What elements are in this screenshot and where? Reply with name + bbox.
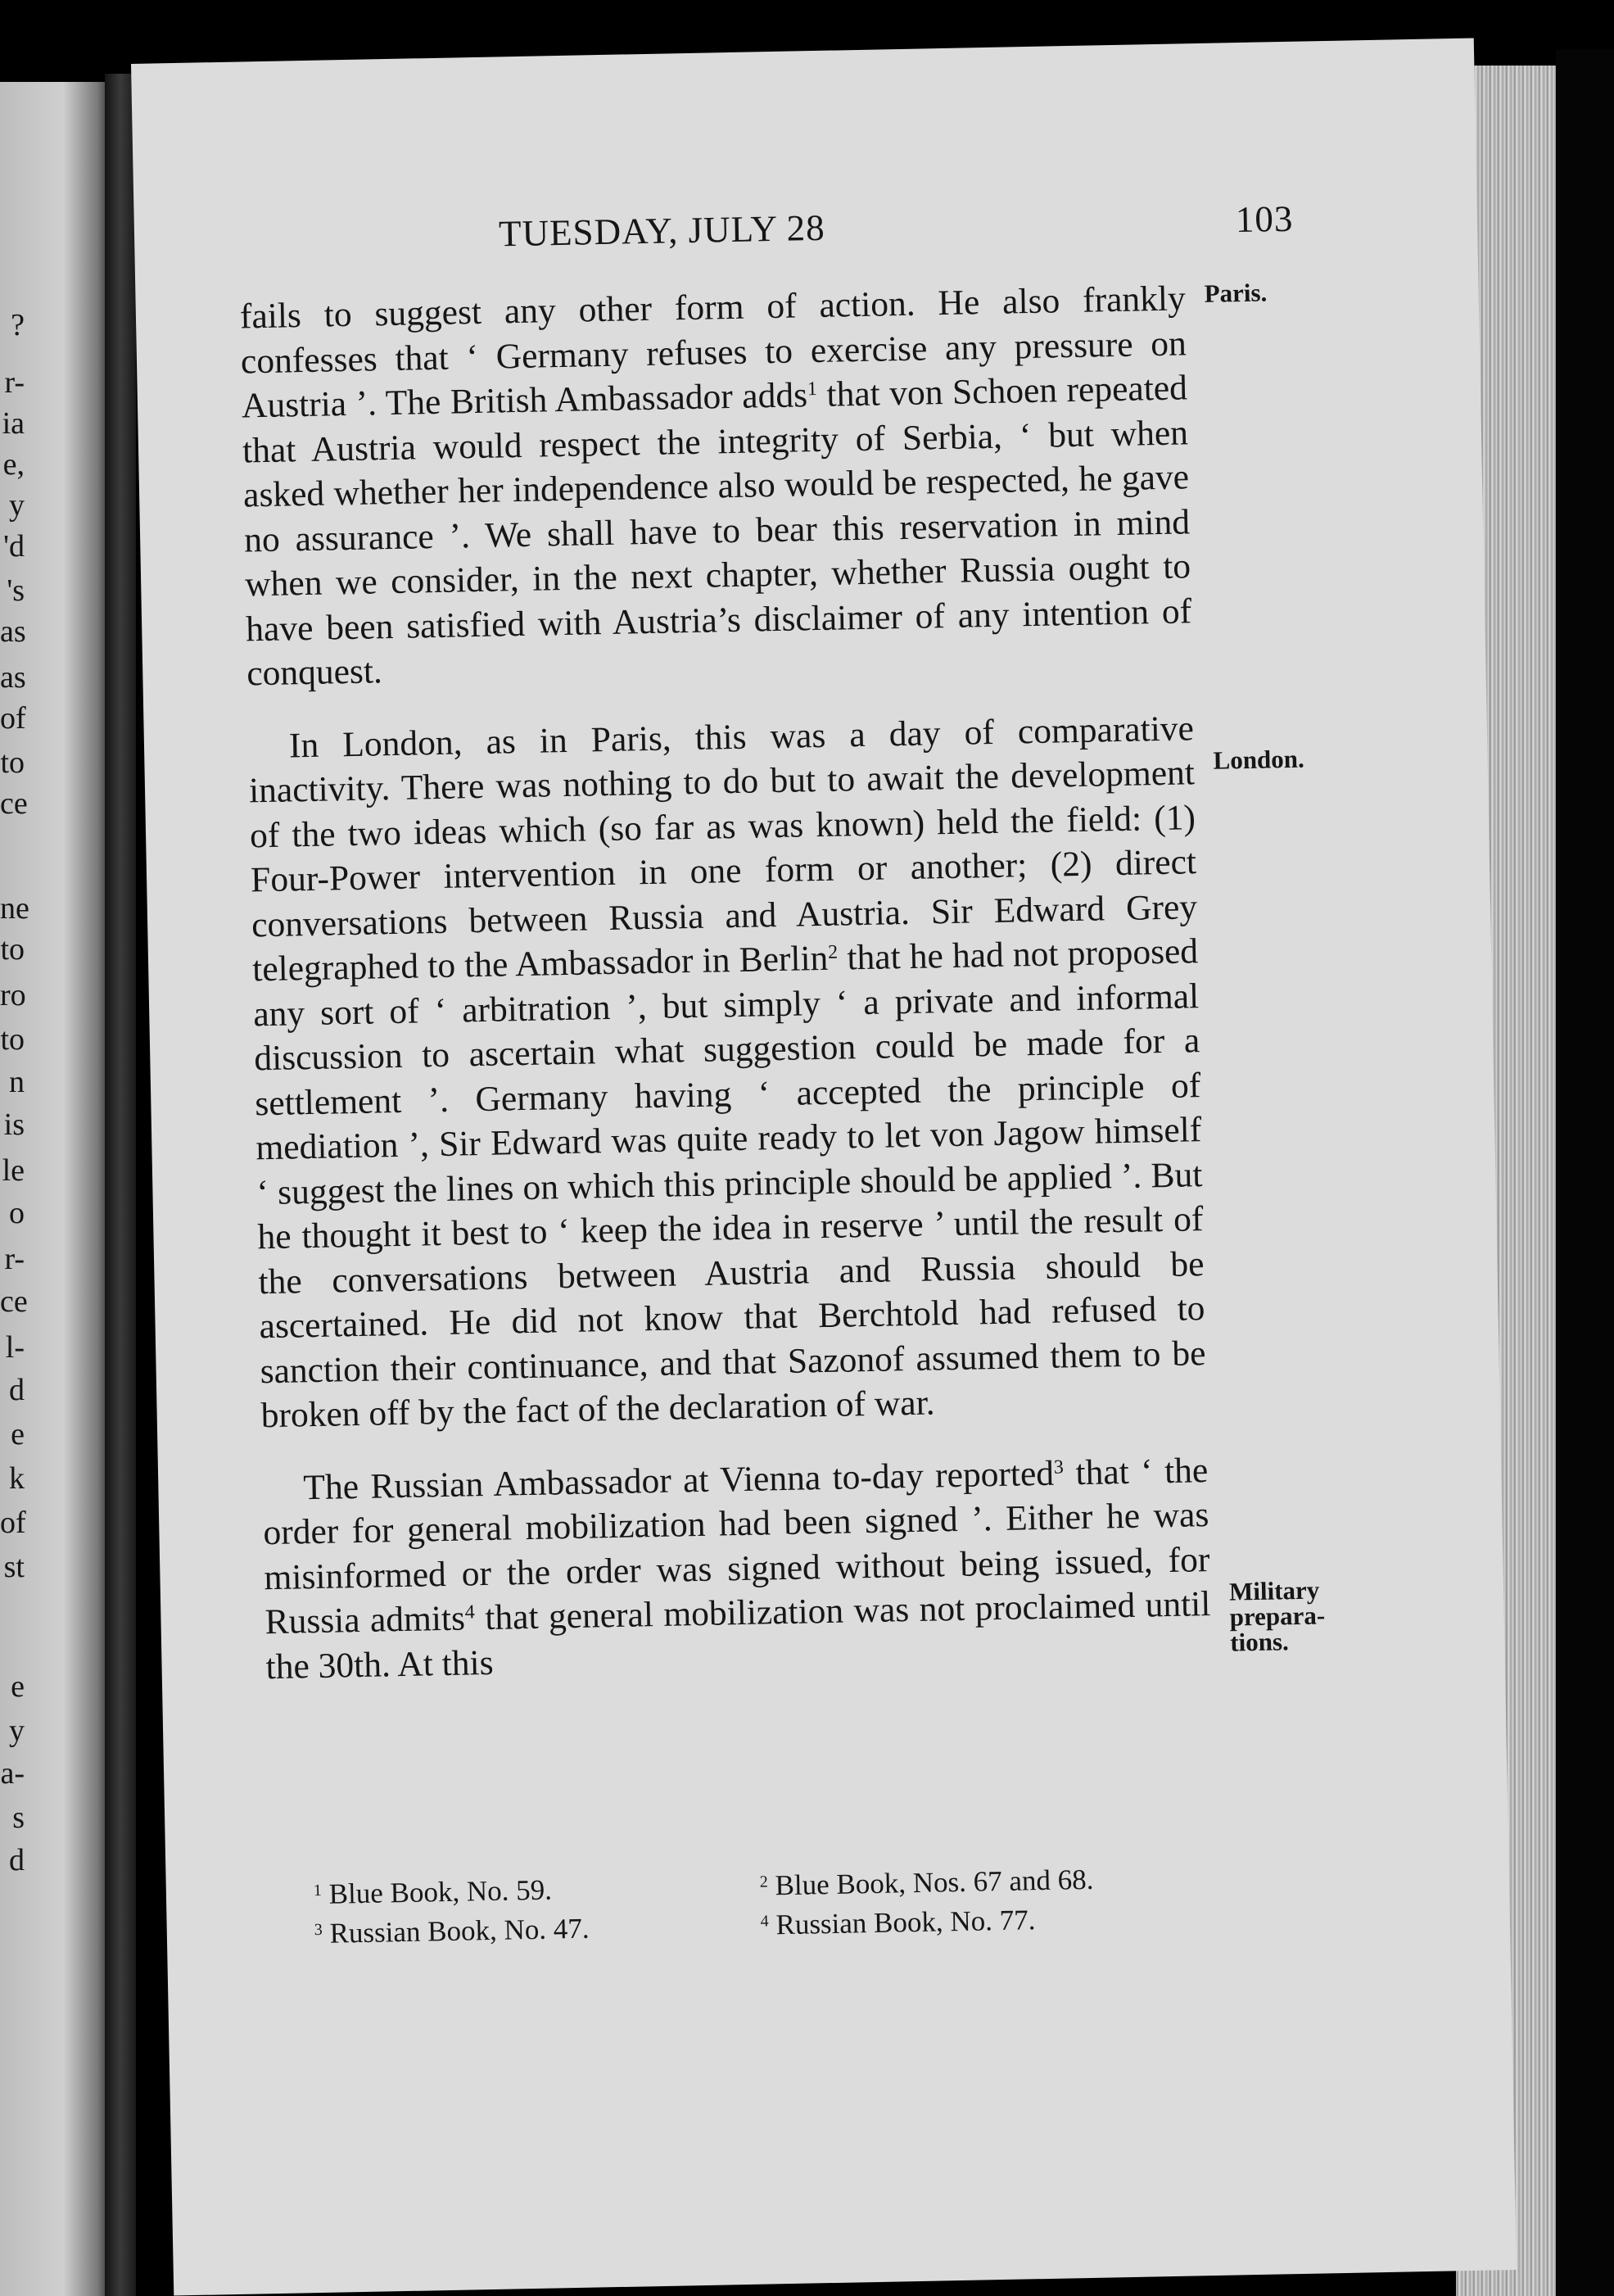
footnote-ref: 4 [464, 1601, 476, 1624]
footnote-mark: 2 [759, 1873, 768, 1891]
left-page-fragment: o [9, 1196, 25, 1230]
left-page-fragment: r- [4, 1242, 25, 1276]
left-page-fragment: to [0, 745, 25, 780]
left-page-fragment: y [9, 1714, 25, 1748]
left-page-fragment: is [3, 1107, 25, 1142]
paragraph-text: that ‘ the order for general mobilization had been signed ’. Either he was misinformed or the order was signed without being issued, for Russia admits [262, 1450, 1210, 1642]
paragraph-text: fails to suggest any other form of action. He also frankly confesses that ‘ Germany refuses to exercise any pressure on Austria ’. The British Ambassador adds [239, 279, 1187, 426]
margin-note-line: tions. [1229, 1627, 1290, 1657]
footnote-mark: 1 [313, 1881, 323, 1900]
footnote-1 [313, 1871, 552, 1915]
left-page-fragment: e [11, 1669, 25, 1704]
left-page-fragment: le [2, 1153, 25, 1188]
footnote-2 [759, 1860, 1093, 1906]
left-page-fragment: s [12, 1800, 25, 1835]
left-page-fragment: of [0, 1506, 26, 1540]
paragraph [247, 706, 1207, 1438]
left-page-fragment: to [0, 932, 25, 967]
margin-note-military [1229, 1576, 1378, 1655]
left-page-fragment: e [11, 1417, 25, 1451]
left-page-fragment: ? [11, 308, 25, 342]
footnote-ref: 1 [807, 378, 818, 401]
footnote-mark: 4 [760, 1912, 769, 1931]
left-page-fragment: ce [0, 1284, 28, 1319]
footnote-ref: 2 [827, 941, 839, 963]
margin-note-line: prepara- [1229, 1601, 1326, 1632]
footnote-ref: 3 [1053, 1456, 1065, 1479]
page-header [498, 197, 1318, 255]
running-head: TUESDAY, JULY 28 [498, 206, 826, 255]
paragraph-text: The Russian Ambassador at Vienna to-day reported [302, 1453, 1055, 1507]
page-number: 103 [1235, 197, 1294, 241]
footnote-text: Russian Book, No. 77. [775, 1904, 1036, 1941]
left-page-fragment: ia [2, 406, 25, 441]
left-page-fragment: n [9, 1065, 25, 1099]
left-page-fragment: 's [7, 573, 25, 608]
footnote-text: Russian Book, No. 47. [329, 1912, 590, 1950]
left-page-fragment: d [9, 1843, 25, 1877]
paragraph [239, 276, 1192, 696]
edge-shadow [1556, 49, 1614, 2296]
left-page-fragment: 'd [3, 529, 25, 564]
footnote-3 [314, 1909, 590, 1954]
book-page [131, 38, 1517, 2296]
paragraph-text: that he had not proposed any sort of ‘ arbitration ’, but simply ‘ a private and informal discussion to ascertain what suggestion could be made for a settlement ’. Germany having ‘ accepted the principle of mediation ’, Sir Edward was quite ready to let von Jagow himself ‘ suggest the lines on which this principle should be applied ’. But he thought it best to ‘ keep the idea in reserve ’ until the result of the conversations between Austria and Russia should be ascertained. He did not know that Berchtold had refused to sanction their continuance, and that Sazonof assumed them to be broken off by the fact of the declaration of war. [252, 931, 1206, 1436]
left-page-fragment: e, [2, 447, 25, 482]
paragraph-text: that von Schoen repeated that Austria would respect the integrity of Serbia, ‘ but when asked whether her independence also would be respected, he gave no assurance ’. We shall have to bear this reservation in mind when we consider, in the next chapter, whether Russia ought to have been satisfied with Austria’s disclaimer of any intention of conquest. [242, 368, 1192, 694]
left-page-fragment: a- [0, 1756, 25, 1791]
left-page-fragment: ce [0, 786, 28, 821]
left-page-fragment: of [0, 701, 26, 736]
paragraph-text: In London, as in Paris, this was a day of comparative inactivity. There was nothing to do but to await the development of the two ideas which (so far as was known) held the field: (1) Four-Power intervention in one form or another; (2) direct conversations between Russia and Austria. Sir Edward Grey telegraphed to the Ambassador in Berlin [248, 708, 1198, 989]
footnote-text: Blue Book, No. 59. [328, 1873, 553, 1910]
left-page-fragment: to [0, 1022, 25, 1057]
left-page-fragment: d [9, 1373, 25, 1407]
left-page-fragment: ro [0, 978, 26, 1012]
left-page-fragment: as [0, 660, 26, 695]
paragraph [262, 1448, 1212, 1690]
footnote-mark: 3 [314, 1920, 323, 1940]
book-gutter [105, 74, 136, 2296]
footnote-text: Blue Book, Nos. 67 and 68. [775, 1863, 1094, 1902]
left-page-fragment: k [9, 1461, 25, 1496]
paragraph-text: that general mobilization was not proclaimed until the 30th. At this [265, 1584, 1211, 1687]
left-page-fragment: l- [5, 1330, 25, 1365]
body-text [239, 276, 1212, 1717]
margin-note-paris: Paris. [1204, 278, 1268, 308]
left-page-fragment: r- [4, 365, 25, 400]
left-page-fragment: st [3, 1550, 25, 1584]
left-page-fragment: as [0, 614, 26, 649]
left-page-fragment: ne [0, 891, 29, 926]
margin-note-london: London. [1213, 744, 1305, 775]
footnotes [313, 1858, 1214, 1950]
margin-note-line: Military [1228, 1575, 1320, 1606]
left-page-fragment: y [9, 488, 25, 523]
footnote-4 [760, 1900, 1036, 1945]
